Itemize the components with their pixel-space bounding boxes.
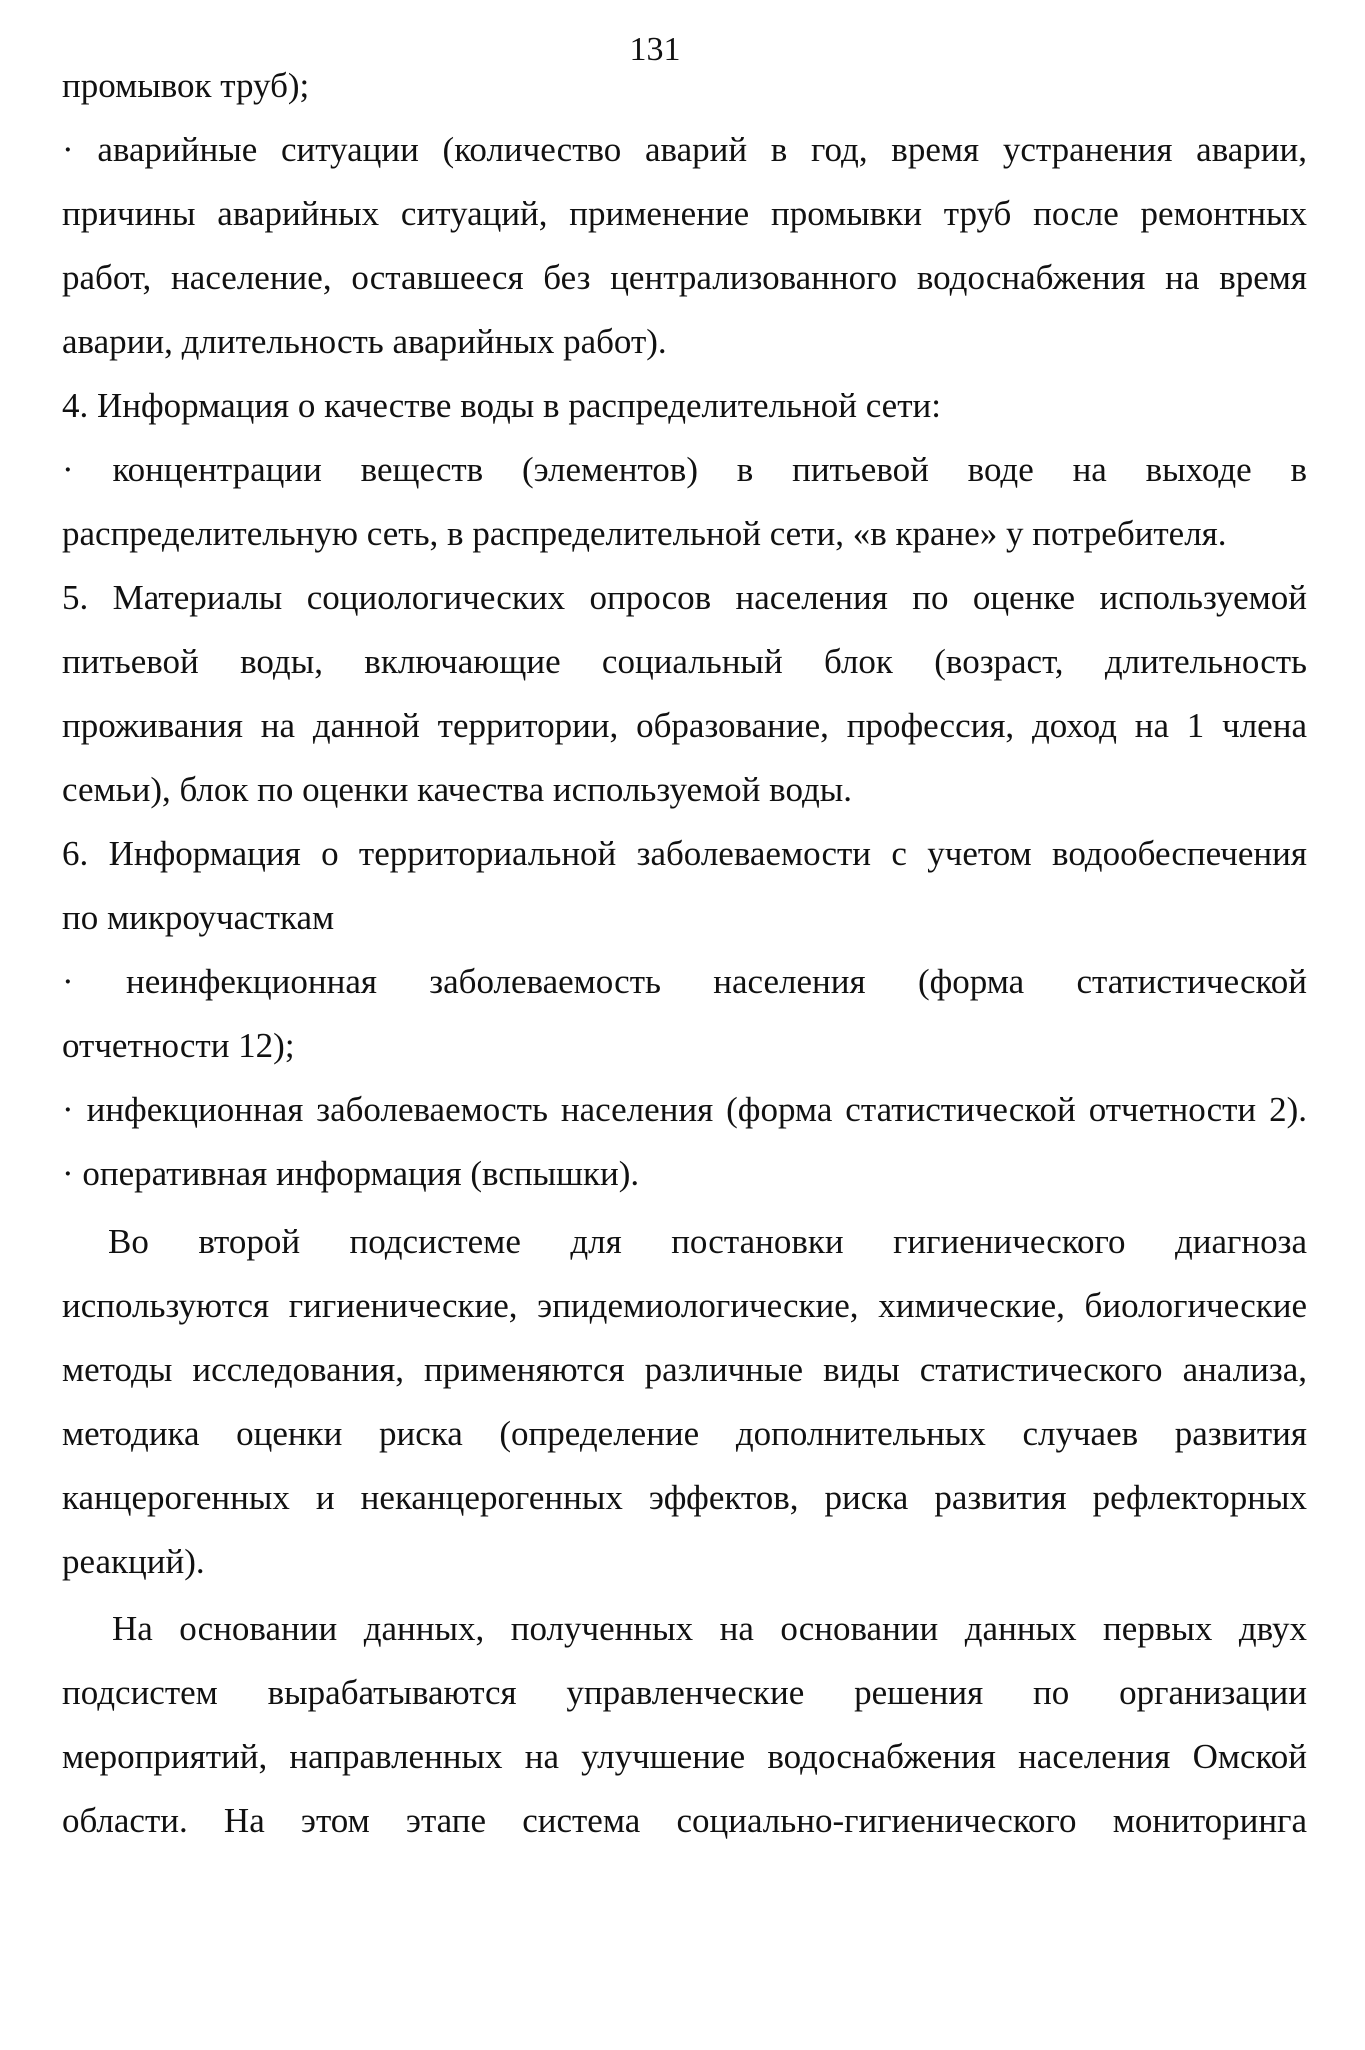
text-line: причины аварийных ситуаций, применение промывки труб после ремонтных [62, 194, 1307, 233]
text-line: отчетности 12); [62, 1026, 295, 1065]
text-line: питьевой воды, включающие социальный блок (возраст, длительность [62, 642, 1307, 681]
text-line: мероприятий, направленных на улучшение водоснабжения населения Омской [62, 1737, 1307, 1776]
text-line: · оперативная информация (вспышки). [62, 1154, 640, 1193]
text-line: 4. Информация о качестве воды в распределительной сети: [62, 386, 941, 425]
text-line: · инфекционная заболеваемость населения (форма статистической отчетности 2). [62, 1090, 1307, 1129]
text-line: · концентрации веществ (элементов) в питьевой воде на выходе в [62, 450, 1307, 489]
text-line: · аварийные ситуации (количество аварий в год, время устранения аварии, [62, 130, 1307, 169]
text-line: по микроучасткам [62, 898, 335, 937]
page-number: 131 [629, 31, 681, 68]
text-line: аварии, длительность аварийных работ). [62, 322, 667, 361]
text-line: методика оценки риска (определение дополнительных случаев развития [62, 1414, 1307, 1453]
text-line: На основании данных, полученных на основании данных первых двух [112, 1609, 1307, 1648]
text-line: используются гигиенические, эпидемиологические, химические, биологические [62, 1286, 1307, 1325]
text-line: проживания на данной территории, образование, профессия, доход на 1 члена [62, 706, 1307, 745]
text-line: Во второй подсистеме для постановки гигиенического диагноза [108, 1222, 1307, 1261]
text-line: 5. Материалы социологических опросов населения по оценке используемой [62, 578, 1307, 617]
text-line: промывок труб); [62, 66, 310, 105]
text-line: семьи), блок по оценки качества используемой воды. [62, 770, 853, 809]
text-line: методы исследования, применяются различные виды статистического анализа, [62, 1350, 1307, 1389]
text-line: подсистем вырабатываются управленческие решения по организации [62, 1673, 1307, 1712]
text-line: работ, население, оставшееся без централизованного водоснабжения на время [62, 258, 1307, 297]
text-line: реакций). [62, 1542, 205, 1581]
text-line: · неинфекционная заболеваемость населения (форма статистической [62, 962, 1307, 1001]
text-line: области. На этом этапе система социально-гигиенического мониторинга [62, 1801, 1307, 1840]
text-line: 6. Информация о территориальной заболеваемости с учетом водообеспечения [62, 834, 1307, 873]
text-line: распределительную сеть, в распределительной сети, «в кране» у потребителя. [62, 514, 1227, 553]
text-line: канцерогенных и неканцерогенных эффектов, риска развития рефлекторных [62, 1478, 1307, 1517]
